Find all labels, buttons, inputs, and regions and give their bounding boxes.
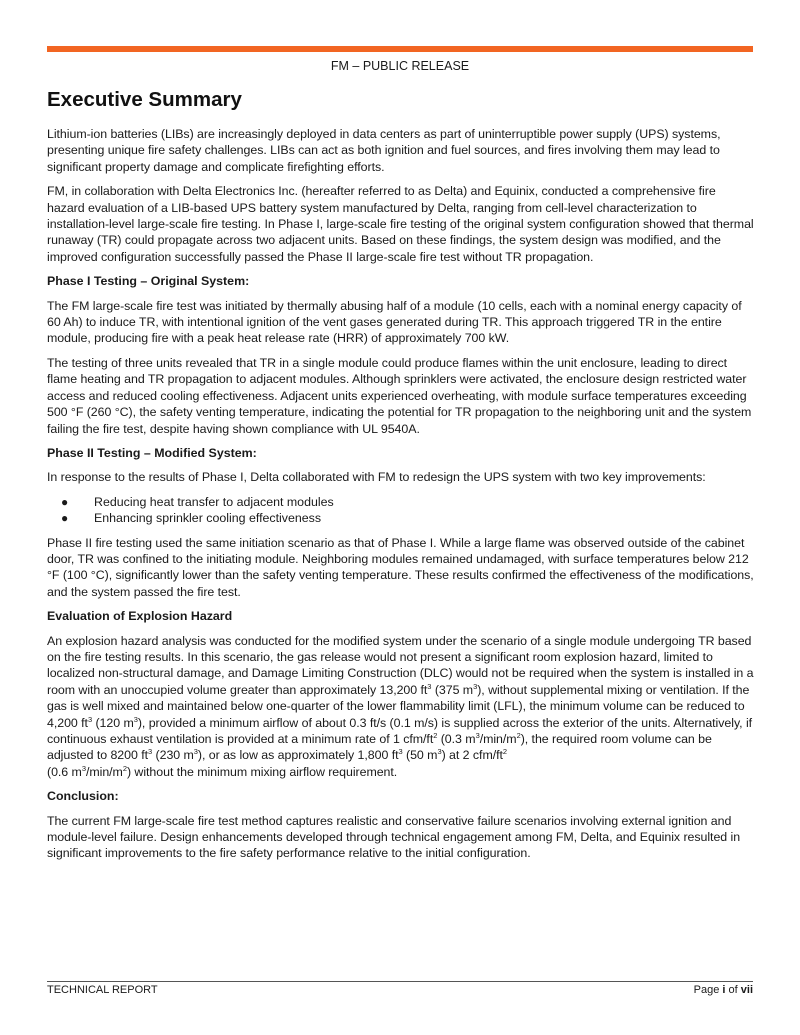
- list-item: [47, 510, 755, 526]
- footer-divider: [47, 981, 753, 982]
- list-item-text: Reducing heat transfer to adjacent modules: [94, 494, 334, 509]
- page-number: Page i of vii: [693, 984, 753, 996]
- intro-paragraph-1: Lithium-ion batteries (LIBs) are increasingly deployed in data centers as part of uninterruptible power supply (UPS) systems, presenting unique fire safety challenges. LIBs can act as both ignition and fuel sources, and fires involving them may lead to significant property damage and complicate firefighting efforts.: [47, 127, 721, 174]
- document-body: [47, 88, 755, 870]
- page-title: Executive Summary: [47, 88, 242, 111]
- bullet-icon: ●: [61, 494, 69, 509]
- header-accent-bar: [47, 46, 753, 52]
- phase1-paragraph-1: The FM large-scale fire test was initiated by thermally abusing half of a module (10 cells, each with a nominal energy capacity of 60 Ah) to induce TR, with intentional ignition of the vent gases generated during TR. This approach triggered TR in the entire module, producing fire with a peak heat release rate (HRR) of approximately 700 kW.: [47, 298, 742, 346]
- phase2-paragraph-1: In response to the results of Phase I, Delta collaborated with FM to redesign the UPS system with two key improvements:: [47, 470, 706, 485]
- list-item-text: Enhancing sprinkler cooling effectiveness: [94, 511, 322, 526]
- conclusion-paragraph: The current FM large-scale fire test method captures realistic and conservative failure scenarios involving external ignition and module-level failure. Design enhancements developed through technical engagement among FM, Delta, and Equinix resulted in significant improvements to the fire safety performance relative to the initial configuration.: [47, 813, 741, 861]
- explosion-paragraph: An explosion hazard analysis was conducted for the modified system under the scenario of a single module undergoing TR based on the fire testing results. In this scenario, the gas release would not present a significant room explosion hazard, limited to localized non-structural damage, and Damage Limiting Construction (DLC) would not be required when the system is installed in a room with an unoccupied volume greater than approximately 13,200 $ft^3$ (375 $m^3$), without supplemental mixing or ventilation. If the gas is well mixed and maintained below one-quarter of the lower flammability limit (LFL), the minimum volume can be reduced to 4,200 $ft^3$ (120 $m^3$), provided a minimum airflow of about 0.3 ft/s (0.1 m/s) is supplied across the exterior of the units. Alternatively, if continuous exhaust ventilation is provided at a minimum rate of 1 cfm/$ft^2$ (0.3 $m^3/\min/m^2$), the required room volume can be adjusted to 8200 $ft^3$ (230 $m^3$), or as low as approximately 1,800 $ft^3$ (50 $m^3$) at 2 cfm/$ft^2$ (0.6 $m^3/\min/m^2$) without the minimum mixing airflow requirement.: [47, 633, 754, 779]
- bullet-icon: ●: [61, 511, 69, 526]
- intro-paragraph-2: FM, in collaboration with Delta Electronics Inc. (hereafter referred to as Delta) and Equinix, conducted a comprehensive fire hazard evaluation of a LIB-based UPS battery system manufactured by Delta, ranging from cell-level characterization to installation-level large-scale fire testing. In Phase I, large-scale fire testing of the original system configuration showed that thermal runaway (TR) could propagate across two adjacent units. Based on these findings, the system design was modified, and the improved configuration successfully passed the Phase II large-scale fire test without TR propagation.: [47, 184, 754, 264]
- conclusion-heading: Conclusion:: [47, 789, 119, 804]
- improvements-list: [47, 494, 755, 527]
- phase2-heading: Phase II Testing – Modified System:: [47, 445, 257, 460]
- footer-report-label: TECHNICAL REPORT: [47, 984, 158, 996]
- phase2-paragraph-2: Phase II fire testing used the same initiation scenario as that of Phase I. While a large flame was observed outside of the cabinet door, TR was confined to the initiating module. Neighboring modules remained undamaged, with surface temperatures below 212 °F (100 °C), significantly lower than the safety venting temperature. These results confirmed the effectiveness of the modifications, and the system passed the fire test.: [47, 535, 754, 599]
- list-item: [47, 494, 755, 510]
- phase1-heading: Phase I Testing – Original System:: [47, 274, 250, 289]
- release-label: FM – PUBLIC RELEASE: [330, 59, 470, 73]
- phase1-paragraph-2: The testing of three units revealed that TR in a single module could produce flames within the unit enclosure, leading to direct flame heating and TR propagation to adjacent modules. Although sprinklers were activated, the enclosure design restricted water access and reduced cooling effectiveness. Adjacent units experienced overheating, with module surface temperatures exceeding 500 °F (260 °C), the safety venting temperature, indicating the potential for TR propagation to the neighboring unit and the system failing the fire test, despite having shown compliance with UL 9540A.: [47, 355, 752, 436]
- explosion-heading: Evaluation of Explosion Hazard: [47, 609, 233, 624]
